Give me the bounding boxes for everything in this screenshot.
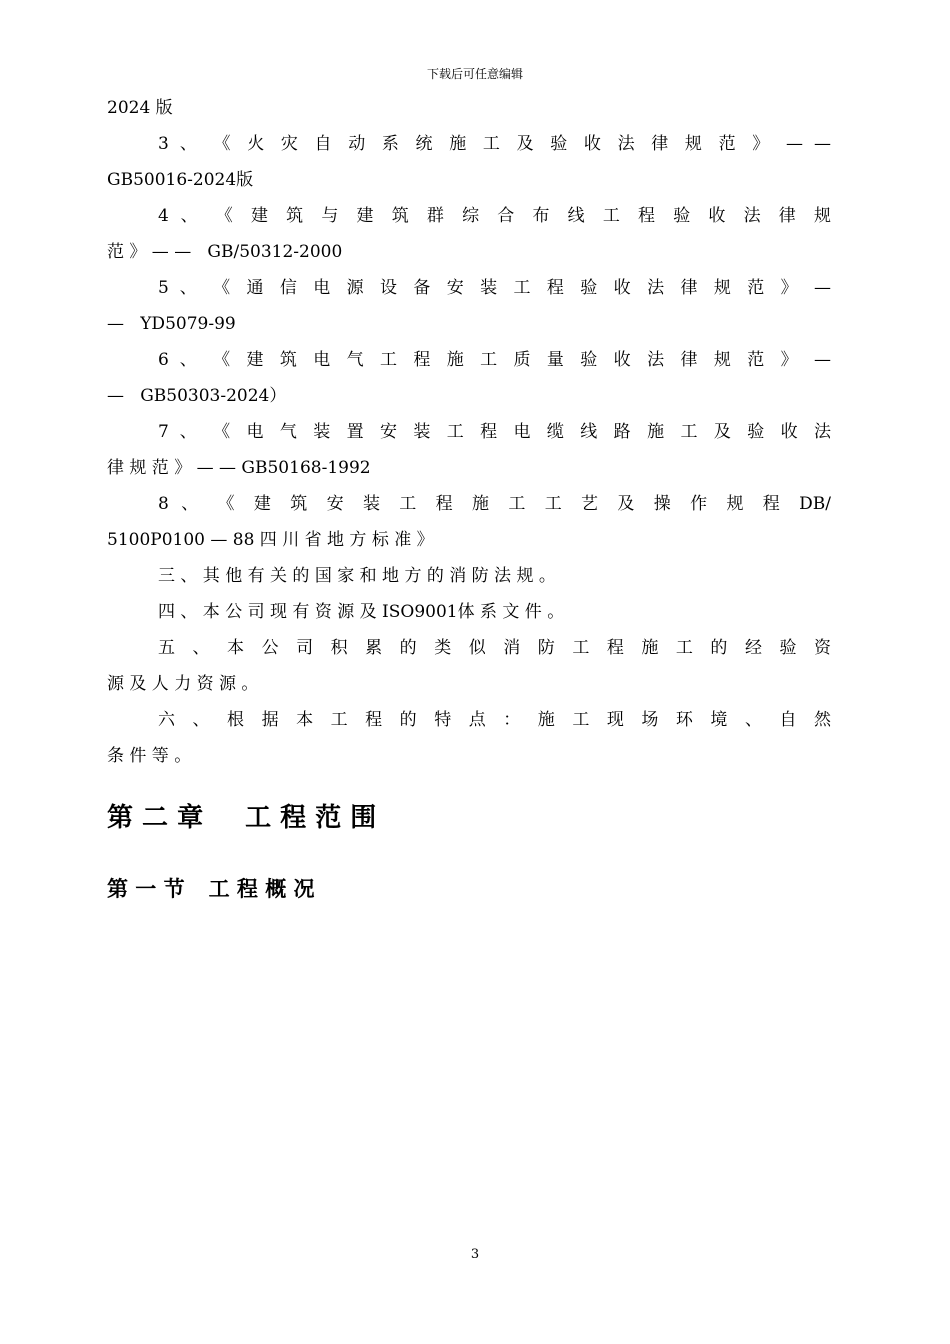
text-line: 条 件 等 。 [107,746,192,766]
text-line: 5100P0100 — 88 四 川 省 地 方 标 准 》 [107,530,434,550]
text-line: — YD5079-99 [107,314,236,334]
page-header: 下载后可任意编辑 [426,67,523,81]
text-line: 六 、 根 据 本 工 程 的 特 点 ： 施 工 现 场 环 境 、 自 然 [158,710,831,730]
section-heading [107,872,315,906]
text-line: 7 、 《 电 气 装 置 安 装 工 程 电 缆 线 路 施 工 及 验 收 法 [158,422,831,442]
chapter-number: 第 二 章 [107,803,204,833]
text-line: 2024 版 [107,98,173,118]
text-line: 范 》 — — GB/50312-2000 [107,242,343,262]
text-line: 6 、 《 建 筑 电 气 工 程 施 工 质 量 验 收 法 律 规 范 》 — [158,350,831,370]
text-line: 律 规 范 》 — — GB50168-1992 [107,458,371,478]
page-number: 3 [470,1247,480,1262]
text-line: — GB50303-2024） [107,386,287,406]
text-line: 五 、 本 公 司 积 累 的 类 似 消 防 工 程 施 工 的 经 验 资 [158,638,831,658]
text-line: 5 、 《 通 信 电 源 设 备 安 装 工 程 验 收 法 律 规 范 》 — [158,278,831,298]
body-text [107,90,831,774]
text-line: 4 、 《 建 筑 与 建 筑 群 综 合 布 线 工 程 验 收 法 律 规 [158,206,831,226]
text-line: GB50016-2024版 [107,170,254,190]
section-number: 第 一 节 [107,877,185,901]
chapter-heading [107,798,376,838]
text-line: 四 、 本 公 司 现 有 资 源 及 ISO9001体 系 文 件 。 [158,602,565,622]
text-line: 三 、 其 他 有 关 的 国 家 和 地 方 的 消 防 法 规 。 [158,566,556,586]
text-line: 3 、 《 火 灾 自 动 系 统 施 工 及 验 收 法 律 规 范 》 — — [158,134,831,154]
chapter-title: 工 程 范 围 [245,803,377,833]
text-line: 源 及 人 力 资 源 。 [107,674,259,694]
section-title: 工 程 概 况 [208,877,315,901]
text-line: 8 、 《 建 筑 安 装 工 程 施 工 工 艺 及 操 作 规 程 DB/ [158,494,831,514]
